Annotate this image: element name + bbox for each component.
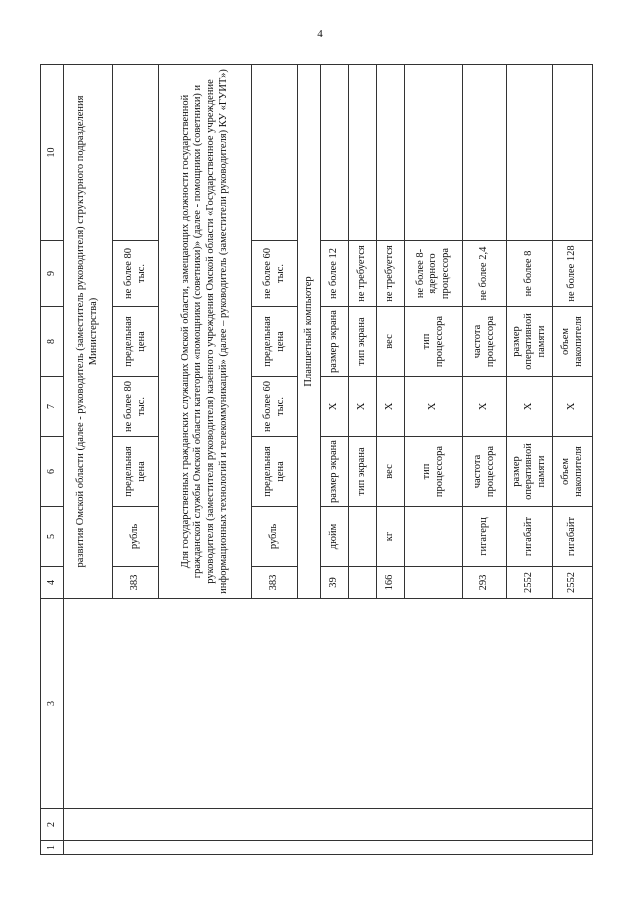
col-number: 9 (41, 241, 64, 307)
characteristic-cell: предельная цена (113, 437, 159, 507)
col1-blank (64, 841, 593, 855)
characteristic-cell: предельная цена (113, 307, 159, 377)
empty-cell (113, 65, 159, 241)
code-cell (349, 567, 377, 599)
page-number: 4 (317, 28, 323, 40)
section-heading: Для государственных гражданских служащих Омской области, замещающих должности государственной гражданской службы Омской области категории «помощники (советники)» (далее - помощники (советники) и руководителя (заместителя руководителя) казенного учреждения Омской области «Государственное учреждение информационных технологий и телекоммуникаций» (далее – руководитель (заместители руководителя) КУ «ГУИТ») (159, 65, 252, 599)
characteristic-cell: предельная цена (252, 437, 298, 507)
section-heading-row (64, 65, 113, 855)
unit-cell: гигабайт (507, 507, 553, 567)
col2-blank (64, 809, 593, 841)
unit-cell: гигабайт (553, 507, 593, 567)
code-cell: 2552 (553, 567, 593, 599)
section-heading: Планшетный компьютер (298, 65, 321, 599)
col-number: 7 (41, 377, 64, 437)
empty-cell (349, 65, 377, 241)
unit-cell (349, 507, 377, 567)
value-cell: не более 12 (321, 241, 349, 307)
section-heading: развития Омской области (далее - руководитель (заместитель руководителя) структурного подразделения Министерства) (64, 65, 113, 599)
col-number: 8 (41, 307, 64, 377)
unit-cell: рубль (113, 507, 159, 567)
characteristic-cell: объем накопителя (553, 437, 593, 507)
characteristic-cell: частота процессора (463, 307, 507, 377)
unit-cell: гигагерц (463, 507, 507, 567)
characteristic-cell: вес (377, 307, 405, 377)
value-cell: не более 8-ядерного процессора (405, 241, 463, 307)
value-cell: не более 80 тыс. (113, 241, 159, 307)
code-cell: 383 (252, 567, 298, 599)
characteristic-cell: размер оперативной памяти (507, 437, 553, 507)
value-cell: не более 8 (507, 241, 553, 307)
characteristic-cell: тип процессора (405, 307, 463, 377)
value-cell: не требуется (349, 241, 377, 307)
characteristic-cell: размер экрана (321, 437, 349, 507)
column-number-row (41, 65, 64, 855)
rotated-table-sheet (40, 65, 600, 855)
characteristic-cell: тип процессора (405, 437, 463, 507)
value-cell: не более 60 тыс. (252, 241, 298, 307)
characteristic-cell: тип экрана (349, 307, 377, 377)
col-number: 3 (41, 599, 64, 809)
value-cell: X (405, 377, 463, 437)
value-cell: не более 2,4 (463, 241, 507, 307)
unit-cell: дюйм (321, 507, 349, 567)
value-cell: X (349, 377, 377, 437)
unit-cell: рубль (252, 507, 298, 567)
characteristic-cell: вес (377, 437, 405, 507)
characteristic-cell: частота процессора (463, 437, 507, 507)
col-number: 10 (41, 65, 64, 241)
characteristic-cell: размер экрана (321, 307, 349, 377)
code-cell: 39 (321, 567, 349, 599)
requirements-table (40, 64, 593, 855)
unit-cell (405, 507, 463, 567)
col-number: 4 (41, 567, 64, 599)
value-cell: X (321, 377, 349, 437)
col-number: 2 (41, 809, 64, 841)
characteristic-cell: объем накопителя (553, 307, 593, 377)
col-number: 1 (41, 841, 64, 855)
empty-cell (553, 65, 593, 241)
empty-cell (463, 65, 507, 241)
code-cell: 293 (463, 567, 507, 599)
characteristic-cell: предельная цена (252, 307, 298, 377)
empty-cell (405, 65, 463, 241)
value-cell: X (463, 377, 507, 437)
value-cell: не требуется (377, 241, 405, 307)
characteristic-cell: тип экрана (349, 437, 377, 507)
code-cell: 2552 (507, 567, 553, 599)
col-number: 5 (41, 507, 64, 567)
empty-cell (507, 65, 553, 241)
value-cell: не более 128 (553, 241, 593, 307)
col-number: 6 (41, 437, 64, 507)
empty-cell (377, 65, 405, 241)
value-cell: X (377, 377, 405, 437)
value-cell: X (507, 377, 553, 437)
value-cell: X (553, 377, 593, 437)
empty-cell (252, 65, 298, 241)
code-cell: 166 (377, 567, 405, 599)
value-cell: не более 60 тыс. (252, 377, 298, 437)
code-cell (405, 567, 463, 599)
characteristic-cell: размер оперативной памяти (507, 307, 553, 377)
empty-cell (321, 65, 349, 241)
unit-cell: кг (377, 507, 405, 567)
value-cell: не более 80 тыс. (113, 377, 159, 437)
code-cell: 383 (113, 567, 159, 599)
col3-blank (64, 599, 593, 809)
